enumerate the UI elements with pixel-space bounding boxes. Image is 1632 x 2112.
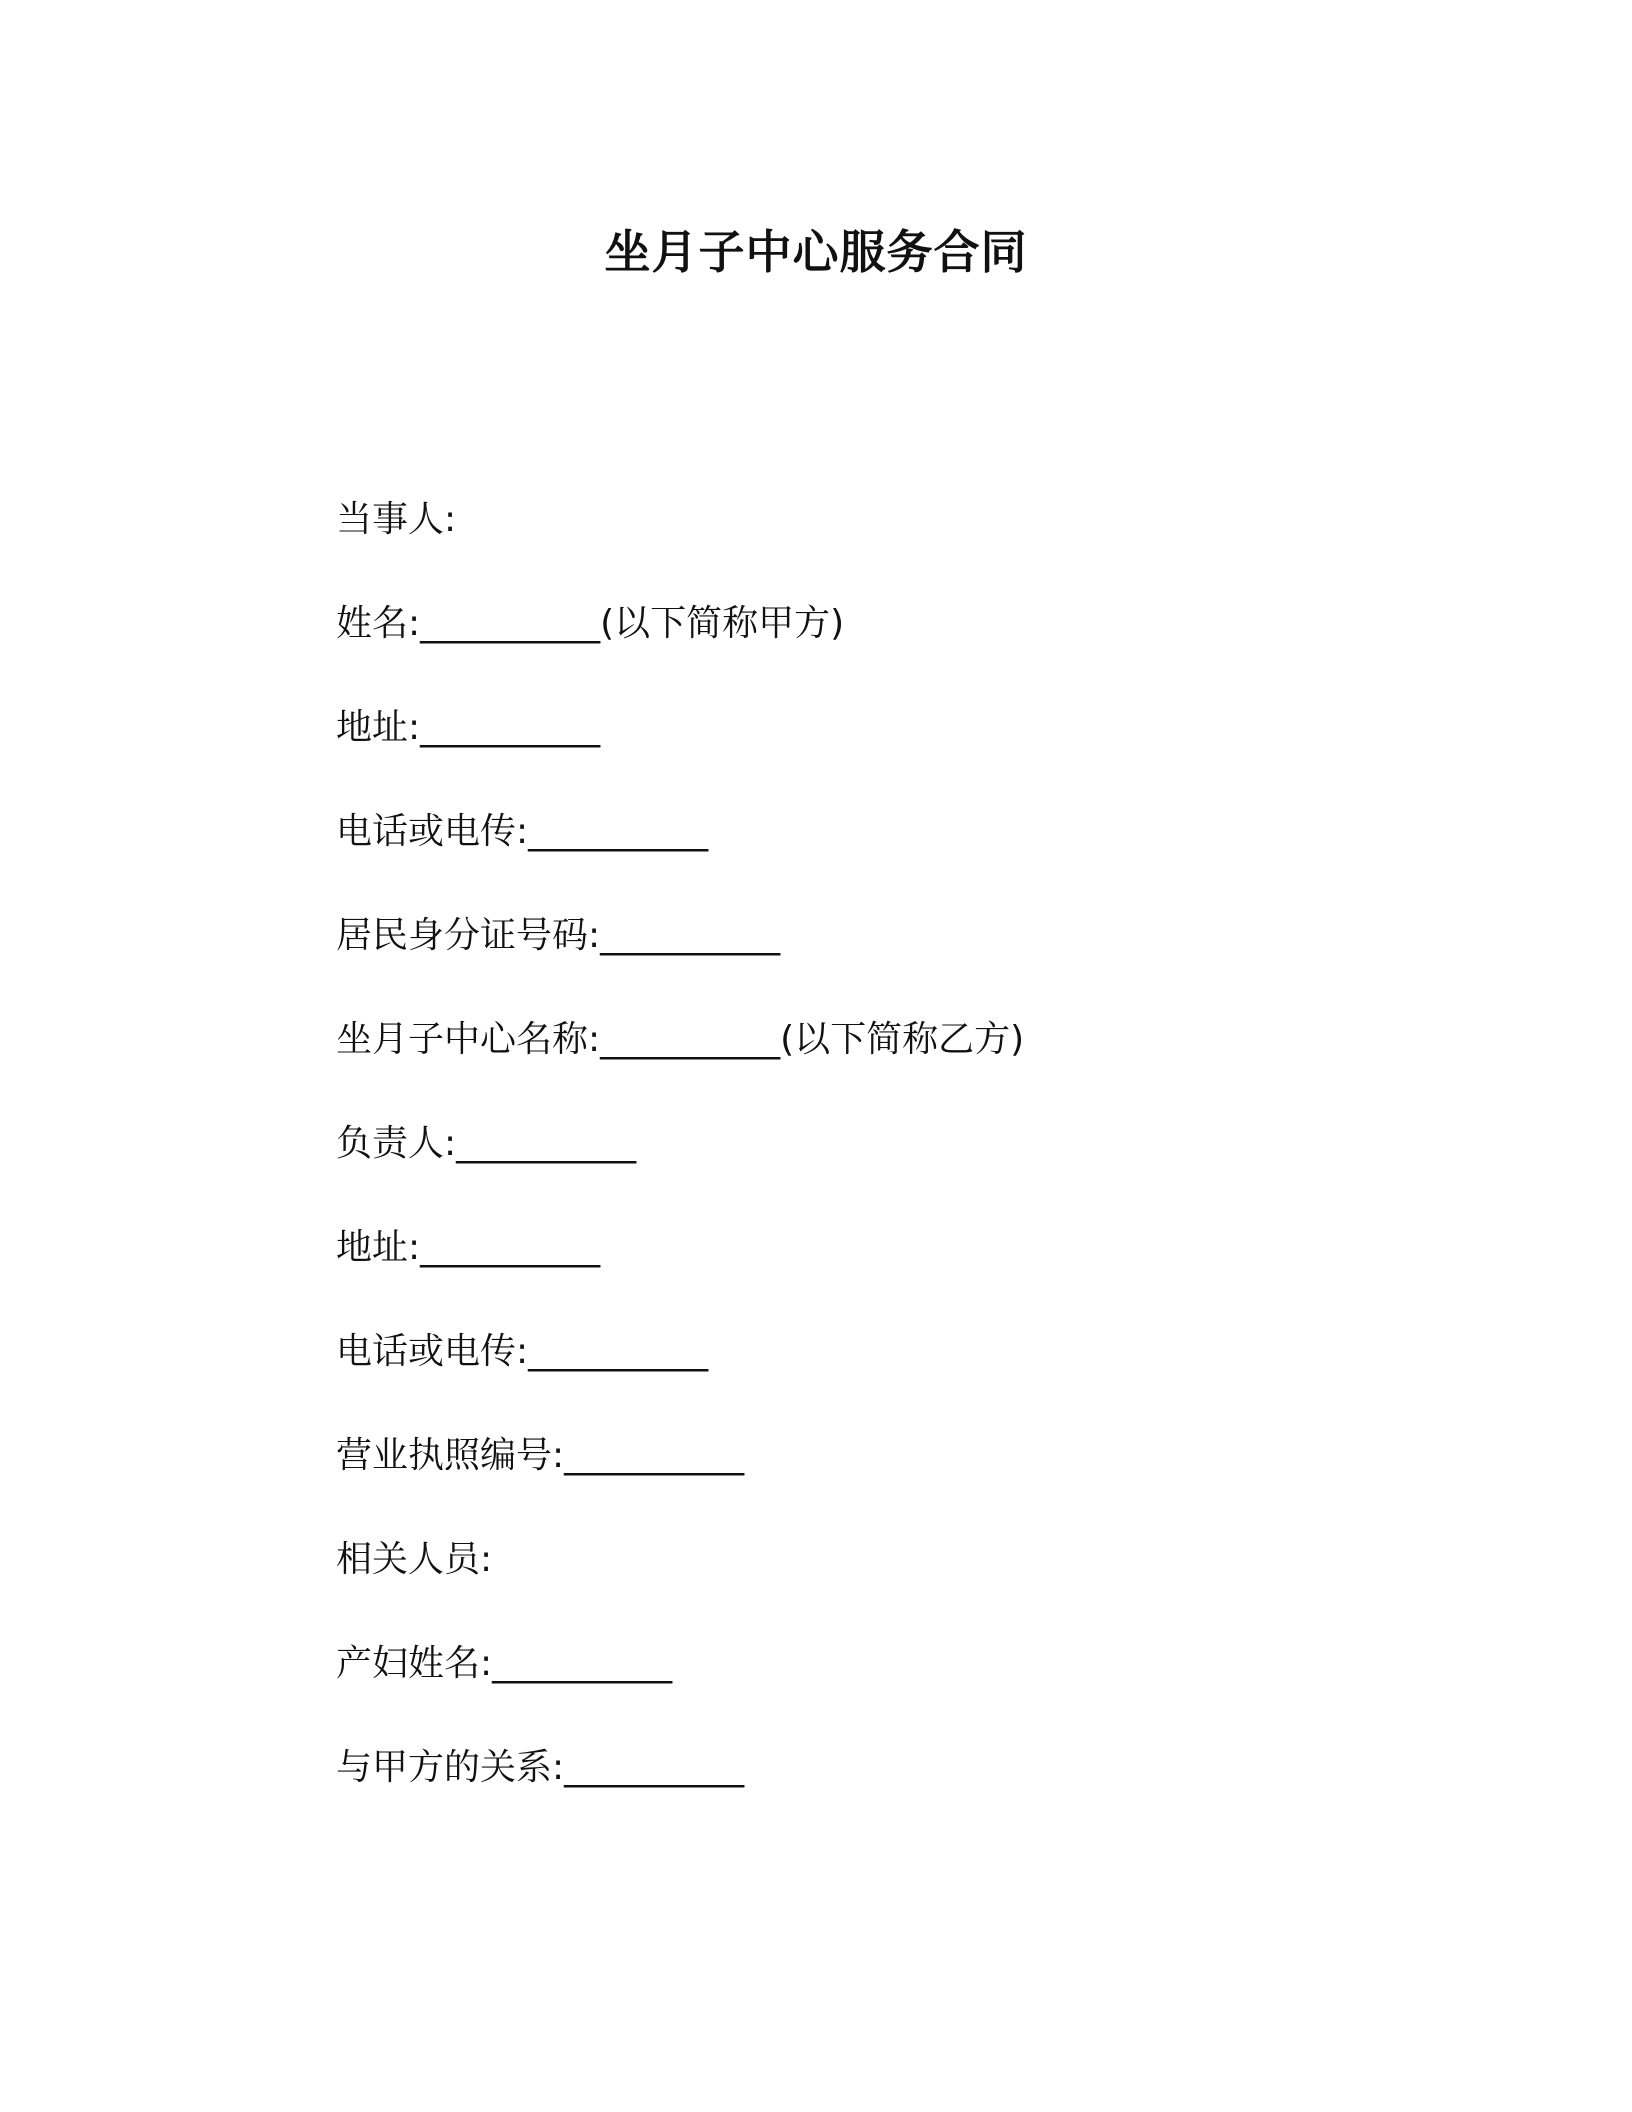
document-body xyxy=(336,490,1436,1842)
business-license-number-line: 营业执照编号:__________ xyxy=(336,1435,745,1476)
party-b-person-in-charge-line: 负责人:__________ xyxy=(336,1123,637,1164)
party-b-phone-line: 电话或电传:__________ xyxy=(336,1331,709,1372)
party-a-name-line: 姓名:__________(以下简称甲方) xyxy=(336,603,845,644)
party-b-center-name-line: 坐月子中心名称:__________(以下简称乙方) xyxy=(336,1019,1025,1060)
relationship-to-party-a-line: 与甲方的关系:__________ xyxy=(336,1747,745,1788)
party-b-address-line: 地址:__________ xyxy=(336,1227,601,1268)
party-a-phone-line: 电话或电传:__________ xyxy=(336,811,709,852)
parties-heading: 当事人: xyxy=(336,499,457,540)
related-persons-heading: 相关人员: xyxy=(336,1539,493,1580)
party-a-id-number-line: 居民身分证号码:__________ xyxy=(336,915,781,956)
party-a-address-line: 地址:__________ xyxy=(336,707,601,748)
mother-name-line: 产妇姓名:__________ xyxy=(336,1643,673,1684)
document-title: 坐月子中心服务合同 xyxy=(604,225,1028,279)
